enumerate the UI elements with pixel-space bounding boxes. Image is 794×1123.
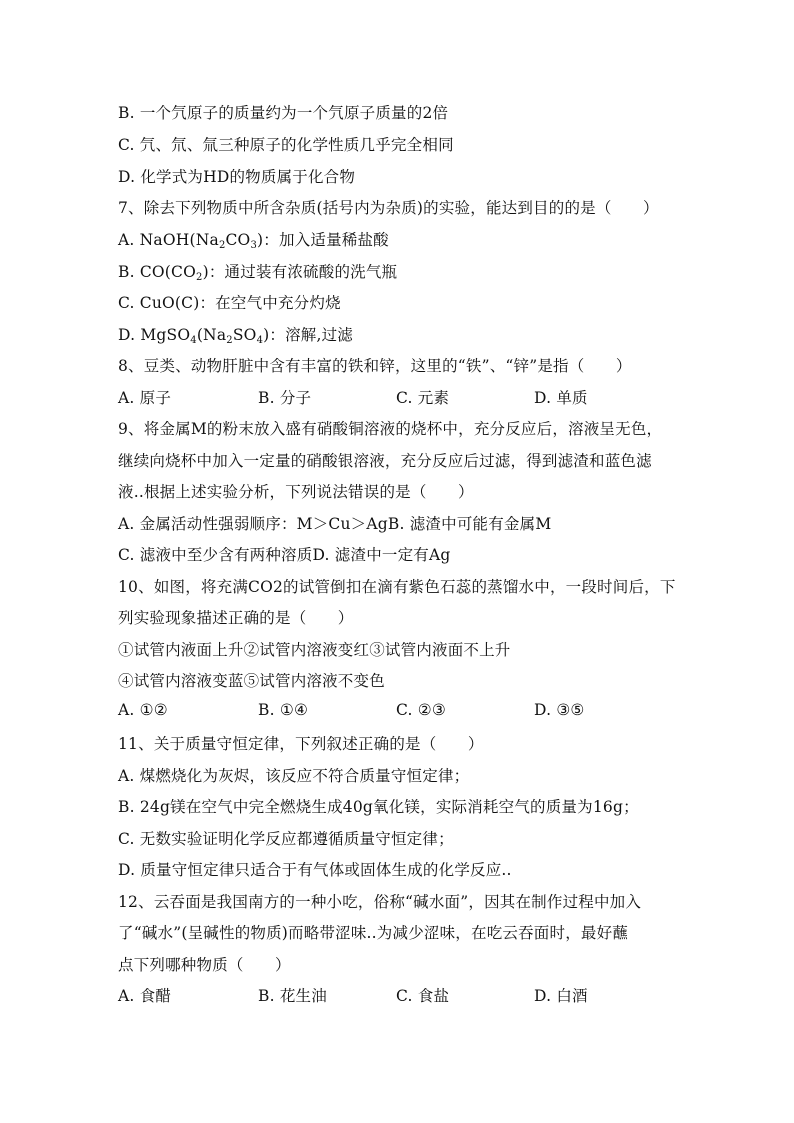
text-part: CO <box>225 231 251 249</box>
q7-option-d <box>118 323 688 345</box>
q8-option-c: C. 元素 <box>396 389 450 407</box>
q10-option-b: B. ①④ <box>258 701 309 719</box>
q10-option-a: A. ①② <box>118 701 168 719</box>
q12-option-c: C. 食盐 <box>396 987 450 1005</box>
q8-option-a: A. 原子 <box>118 389 172 407</box>
q7-option-c: C. CuO(C)：在空气中充分灼烧 <box>118 294 341 312</box>
subscript: 2 <box>226 335 233 346</box>
text-part: (Na <box>196 326 227 344</box>
q12-stem-line-3: 点下列哪种物质（ ） <box>118 956 291 974</box>
q9-stem-line-3: 液..根据上述实验分析，下列说法错误的是（ ） <box>118 483 474 501</box>
text-part: )：加入适量稀盐酸 <box>257 231 389 249</box>
q12-option-b: B. 花生油 <box>258 987 327 1005</box>
text-part: A. NaOH(Na <box>118 231 219 249</box>
q9-stem-line-1: 9、将金属M的粉末放入盛有硝酸铜溶液的烧杯中，充分反应后，溶液呈无色， <box>118 420 663 438</box>
text-part: )：溶解,过滤 <box>263 326 353 344</box>
q6-option-b: B. 一个氕原子的质量约为一个氕原子质量的2倍 <box>118 104 449 122</box>
q11-stem: 11、关于质量守恒定律，下列叙述正确的是（ ） <box>118 735 484 753</box>
q12-option-a: A. 食醋 <box>118 987 172 1005</box>
q11-option-a: A. 煤燃烧化为灰烬，该反应不符合质量守恒定律； <box>118 767 470 785</box>
text-part: )：通过装有浓硫酸的洗气瓶 <box>202 263 398 281</box>
q6-option-d: D. 化学式为HD的物质属于化合物 <box>118 168 356 186</box>
text-part: D. MgSO <box>118 326 191 344</box>
q11-option-b: B. 24g镁在空气中完全燃烧生成40g氧化镁，实际消耗空气的质量为16g； <box>118 798 639 816</box>
q12-stem-line-1: 12、云吞面是我国南方的一种小吃，俗称“碱水面”，因其在制作过程中加入 <box>118 893 642 911</box>
q10-items-line-2: ④试管内溶液变蓝⑤试管内溶液不变色 <box>118 672 385 690</box>
q6-option-c: C. 氕、氘、氚三种原子的化学性质几乎完全相同 <box>118 136 454 154</box>
q8-option-b: B. 分子 <box>258 389 312 407</box>
q10-items-line-1: ①试管内液面上升②试管内溶液变红③试管内液面不上升 <box>118 641 511 659</box>
q7-option-a <box>118 228 688 250</box>
q8-stem: 8、豆类、动物肝脏中含有丰富的铁和锌，这里的“铁”、“锌”是指（ ） <box>118 357 632 375</box>
q8-option-d: D. 单质 <box>534 389 588 407</box>
q7-option-b <box>118 260 688 282</box>
subscript: 2 <box>218 240 226 251</box>
q9-options-ab: A. 金属活动性强弱顺序：M＞Cu＞AgB. 滤渣中可能有金属M <box>118 515 552 533</box>
subscript: 2 <box>196 272 203 283</box>
text-part: B. CO(CO <box>118 263 197 281</box>
q10-option-d: D. ③⑤ <box>534 701 585 719</box>
subscript: 3 <box>250 240 258 251</box>
q10-option-c: C. ②③ <box>396 701 446 719</box>
subscript: 4 <box>256 335 264 346</box>
q10-stem-line-2: 列实验现象描述正确的是（ ） <box>118 609 354 627</box>
q7-stem: 7、除去下列物质中所含杂质(括号内为杂质)的实验，能达到目的的是（ ） <box>118 199 659 217</box>
subscript: 4 <box>190 335 197 346</box>
q12-option-d: D. 白酒 <box>534 987 588 1005</box>
q12-stem-line-2: 了“碱水”(呈碱性的物质)而略带涩味..为减少涩味，在吃云吞面时，最好蘸 <box>118 924 628 942</box>
q11-option-d: D. 质量守恒定律只适合于有气体或固体生成的化学反应.. <box>118 861 512 879</box>
q11-option-c: C. 无数实验证明化学反应都遵循质量守恒定律； <box>118 830 454 848</box>
q9-options-cd: C. 滤液中至少含有两种溶质D. 滤渣中一定有Ag <box>118 546 451 564</box>
q9-stem-line-2: 继续向烧杯中加入一定量的硝酸银溶液，充分反应后过滤，得到滤渣和蓝色滤 <box>118 452 652 470</box>
q10-stem-line-1: 10、如图，将充满CO2的试管倒扣在滴有紫色石蕊的蒸馏水中，一段时间后，下 <box>118 578 676 596</box>
text-part: SO <box>232 326 257 344</box>
